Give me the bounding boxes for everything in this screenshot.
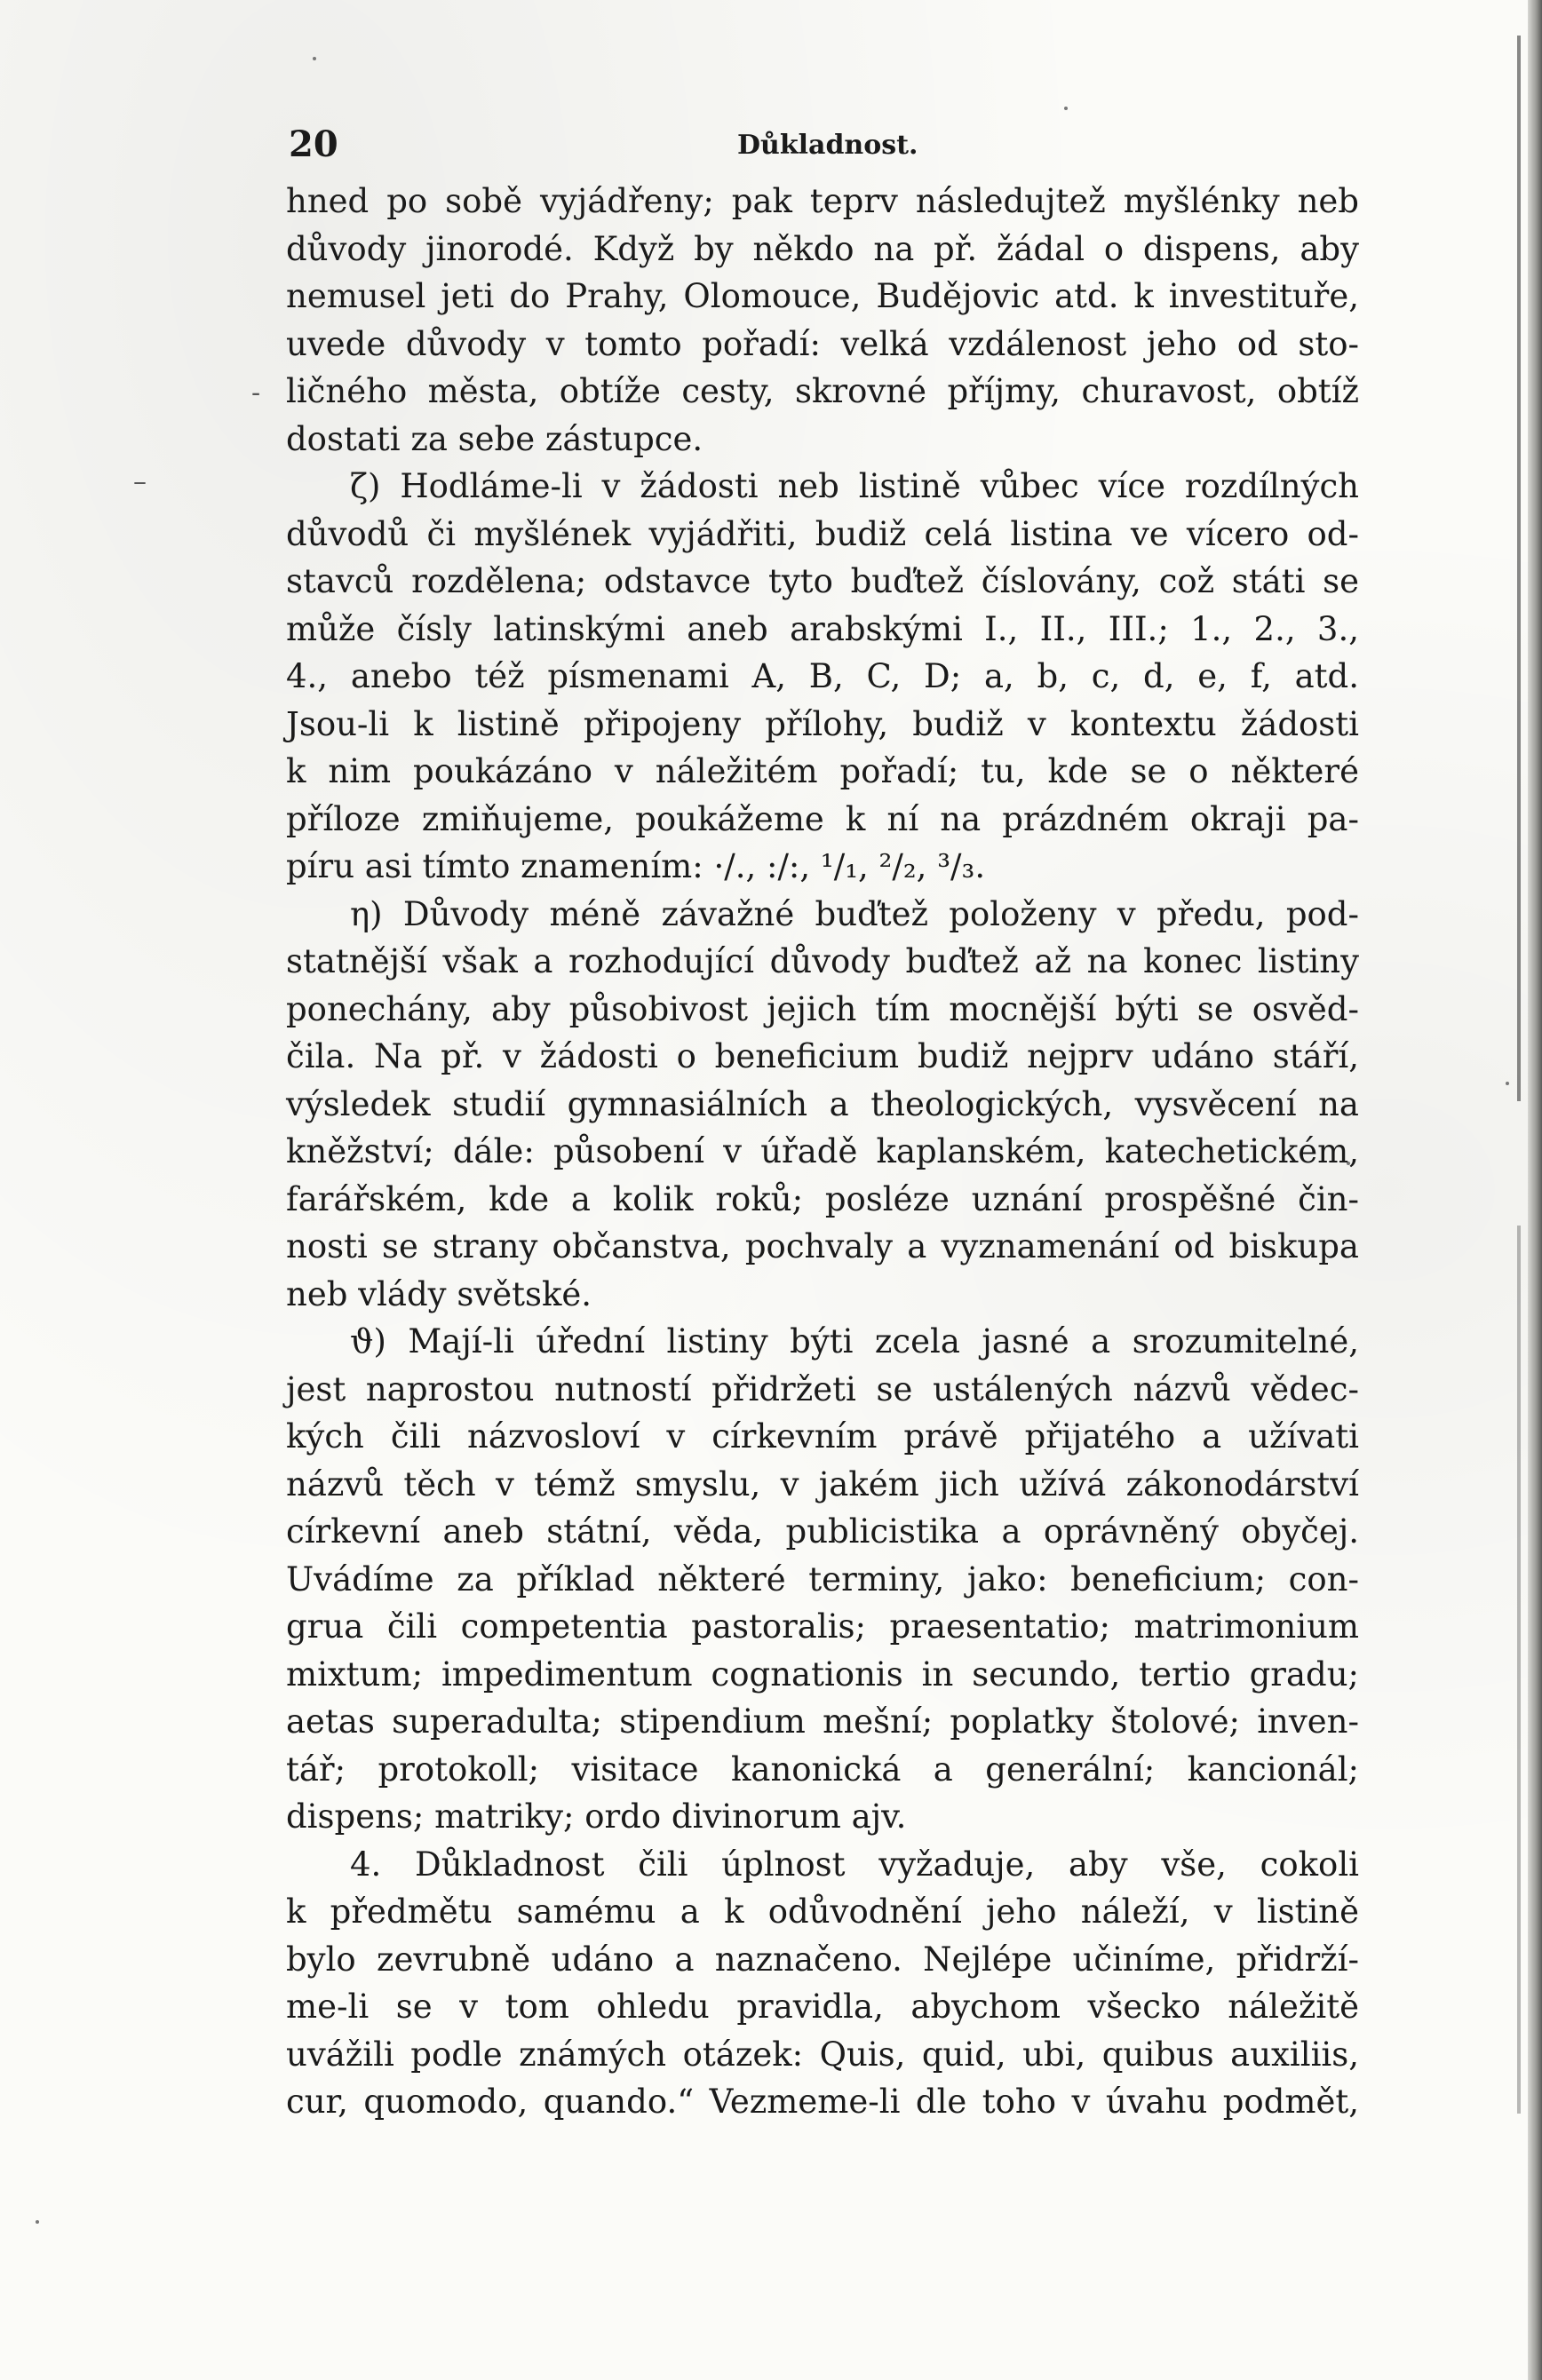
paper-speck: [1064, 107, 1068, 110]
text-line: názvů těch v témž smyslu, v jakém jich užívá zákonodárství: [286, 1464, 1359, 1503]
text-line: důvody jinorodé. Když by někdo na př. žádal o dispens, aby: [286, 229, 1359, 268]
text-line: k předmětu samému a k odůvodnění jeho náleží, v listině: [286, 1892, 1359, 1931]
text-line: nosti se strany občanstva, pochvaly a vyznamenání od biskupa: [286, 1227, 1359, 1265]
text-line: dispens; matriky; ordo divinorum ajv.: [286, 1797, 907, 1836]
text-line: Uvádíme za příklad některé terminy, jako: beneficium; con-: [286, 1559, 1359, 1599]
text-line: uvede důvody v tomto pořadí: velká vzdálenost jeho od sto-: [286, 324, 1359, 363]
text-line: ϑ) Mají-li úřední listiny býti zcela jasné a srozumitelné,: [350, 1322, 1359, 1361]
text-line: grua čili competentia pastoralis; praesentatio; matrimonium: [286, 1607, 1359, 1646]
text-line: hned po sobě vyjádřeny; pak teprv následujtež myšlénky neb: [286, 182, 1359, 220]
text-line: ličného města, obtíže cesty, skrovné příjmy, churavost, obtíž: [286, 372, 1359, 410]
text-line: uvážili podle známých otázek: Quis, quid, ubi, quibus auxiliis,: [286, 2035, 1359, 2074]
text-line: η) Důvody méně závažné buďtež položeny v předu, pod-: [350, 894, 1359, 933]
body-text: [286, 178, 1359, 2126]
text-line: Jsou-li k listině připojeny přílohy, budiž v kontextu žádosti: [286, 704, 1359, 743]
text-line: neb vlády světské.: [286, 1274, 592, 1313]
text-line: církevní aneb státní, věda, publicistika a oprávněný obyčej.: [286, 1512, 1359, 1551]
running-title: Důkladnost.: [737, 130, 918, 161]
margin-dash: -: [251, 377, 261, 409]
text-line: výsledek studií gymnasiálních a theologických, vysvěcení na: [286, 1084, 1359, 1123]
text-line: jest naprostou nutností přidržeti se ustálených názvů vědec-: [286, 1369, 1359, 1408]
text-line: stavců rozdělena; odstavce tyto buďtež číslovány, což státi se: [286, 562, 1359, 600]
page-number: 20: [289, 123, 338, 165]
gutter-shadow-lower: [1517, 1226, 1521, 2114]
text-line: k nim poukázáno v náležitém pořadí; tu, kde se o některé: [286, 752, 1359, 790]
text-line: důvodů či myšlének vyjádřiti, budiž celá listina ve vícero od-: [286, 514, 1359, 553]
page-header: [289, 123, 1355, 167]
text-line: aetas superadulta; stipendium mešní; poplatky štolové; inven-: [286, 1702, 1359, 1741]
paper-speck: [36, 2220, 39, 2224]
paper-speck: [1506, 1082, 1509, 1085]
text-line: bylo zevrubně udáno a naznačeno. Nejlépe učiníme, přidrží-: [286, 1940, 1359, 1979]
text-line: 4., anebo též písmenami A, B, C, D; a, b, c, d, e, f, atd.: [286, 657, 1359, 695]
text-line: příloze zmiňujeme, poukážeme k ní na prázdném okraji pa-: [286, 799, 1359, 838]
text-line: píru asi tímto znamením: ·/., :/:, ¹/₁, ²/₂, ³/₃.: [286, 847, 986, 885]
text-line: tář; protokoll; visitace kanonická a generální; kancionál;: [286, 1749, 1359, 1789]
gutter-shadow: [1517, 36, 1521, 1101]
text-line: cur, quomodo, quando.“ Vezmeme-li dle toho v úvahu podmět,: [286, 2082, 1359, 2121]
text-line: ponechány, aby působivost jejich tím mocnější býti se osvěd-: [286, 989, 1359, 1028]
text-line: čila. Na př. v žádosti o beneficium budiž nejprv udáno stáří,: [286, 1037, 1359, 1075]
text-line: 4. Důkladnost čili úplnost vyžaduje, aby vše, cokoli: [350, 1844, 1359, 1884]
text-line: statnější však a rozhodující důvody buďtež až na konec listiny: [286, 942, 1359, 980]
text-line: dostati za sebe zástupce.: [286, 419, 703, 458]
page-binding-edge: [1528, 0, 1542, 2380]
text-line: me-li se v tom ohledu pravidla, abychom všecko náležitě: [286, 1987, 1359, 2026]
margin-dash: –: [133, 466, 147, 497]
text-line: kněžství; dále: působení v úřadě kaplanském, katechetickém,: [286, 1132, 1359, 1170]
paper-speck: [313, 57, 316, 60]
text-line: mixtum; impedimentum cognationis in secundo, tertio gradu;: [286, 1654, 1359, 1694]
text-line: ζ) Hodláme-li v žádosti neb listině vůbec více rozdílných: [350, 467, 1359, 505]
text-line: může čísly latinskými aneb arabskými I., II., III.; 1., 2., 3.,: [286, 609, 1359, 648]
text-line: kých čili názvosloví v církevním právě přijatého a užívati: [286, 1417, 1359, 1456]
text-line: farářském, kde a kolik roků; posléze uznání prospěšné čin-: [286, 1179, 1359, 1218]
text-line: nemusel jeti do Prahy, Olomouce, Budějovic atd. k investituře,: [286, 277, 1359, 315]
